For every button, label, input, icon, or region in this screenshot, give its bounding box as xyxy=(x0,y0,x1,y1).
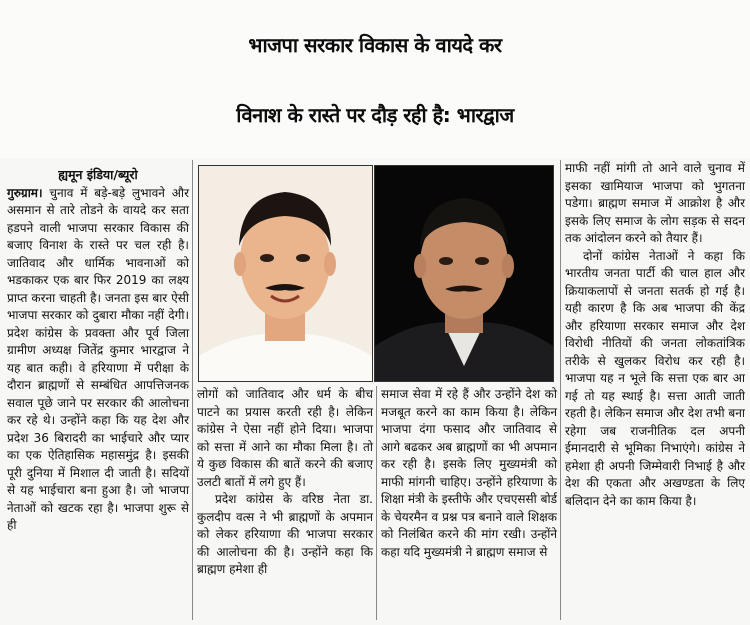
column-rule xyxy=(376,386,377,620)
article-paragraph: लोगों को जातिवाद और धर्म के बीच पाटने का प्रयास करती रही है। लेकिन कांग्रेस ने ऐसा नहीं होने दिया। भाजपा को सत्ता में आने का मौका मिला है। तो ये कुछ विकास की बातें करने की बजाए उलटी बातों में लगे हुए हैं। xyxy=(197,387,373,489)
article-paragraph: माफी नहीं मांगी तो आने वाले चुनाव में इसका खामियाज भाजपा को भुगतना पडेगा। ब्राह्मण समाज में आक्रोश है और इसके लिए समाज के लोग सड़क से सदन तक आंदोलन करने को तैयार हैं। xyxy=(565,161,745,245)
article-column-2 xyxy=(197,386,373,579)
column-rule xyxy=(560,160,561,620)
article-paragraph: समाज सेवा में रहे हैं और उन्होंने देश को मजबूत करने का काम किया है। लेकिन भाजपा दंगा फसाद और जातिवाद से आगे बढकर अब ब्राह्मणों का भी अपमान कर रही है। इसके लिए मुख्यमंत्री को माफी मांगनी चाहिए। उन्होंने हरियाणा के शिक्षा मंत्री के इस्तीफे और एचएससी बोर्ड के चेयरमैन व प्रश्न पत्र बनाने वाले शिक्षक को निलंबित करने की मांग रखी। उन्होंने कहा यदि मुख्यमंत्री ने ब्राह्मण समाज से xyxy=(381,387,557,559)
portrait-photo-right xyxy=(374,165,554,382)
article-text: चुनाव में बड़े-बड़े लुभावने और असमान से तारे तोडने के वायदे कर सता हडपने वाली भाजपा सरकार विकास की बजाए विनाश के रास्ते पर चल रही है। जातिवाद और धार्मिक भावनाओं को भडकाकर एक बार फिर 2019 का लक्ष्य प्राप्त करना चाहती है। जनता इस बार ऐसी भाजपा सरकार को दुबारा मौका नहीं देगी। प्रदेश कांग्रेस के प्रवक्ता और पूर्व जिला ग्रामीण अध्यक्ष जितेंद्र कुमार भारद्वाज ने यह बात कही। वे हरियाणा में परीक्षा के दौरान ब्राह्मणों से सम्बंधित आपत्तिजनक सवाल पूछे जाने पर सरकार की आलोचना कर रहे थे। उन्होंने कहा कि यह देश और प्रदेश 36 बिरादरी का भाईचारे और प्यार का एक ऐतिहासिक महासमुंद्र है। इसकी पूरी दुनिया में मिशाल दी जाती है। सदियों से यह भाईचारा बना हुआ है। जो भाजपा नेताओं को खटक रहा है। भाजपा शुरू से ही xyxy=(7,185,189,532)
headline-line-1: भाजपा सरकार विकास के वायदे कर xyxy=(248,33,502,57)
byline: ह्यमून इंडिया/ब्यूरो xyxy=(58,167,138,182)
article-column-3 xyxy=(381,386,557,561)
article-column-4 xyxy=(565,160,745,510)
portrait-photo-left xyxy=(198,165,373,382)
article-paragraph xyxy=(7,185,189,535)
portrait-illustration xyxy=(199,166,372,381)
article-column-1 xyxy=(7,160,189,535)
column-rule xyxy=(192,160,193,620)
dateline: गुरुग्राम। xyxy=(7,185,43,200)
headline-block xyxy=(0,0,750,158)
portrait-illustration xyxy=(375,166,553,381)
headline-line-2: विनाश के रास्ते पर दौड़ रही है: भारद्वाज xyxy=(236,103,514,127)
article-paragraph: दोनों कांग्रेस नेताओं ने कहा कि भारतीय जनता पार्टी की चाल हाल और क्रियाकलापों से जनता सतर्क हो गई है। यही कारण है कि अब भाजपा की केंद्र और हरियाणा सरकार समाज और देश विरोधी नीतियों की जनता लोकतांत्रिक तरीके से खुलकर विरोध कर रही है। भाजपा यह न भूले कि सत्ता एक बार आ गई तो यह स्थाई है। सत्ता आती जाती रहती है। लेकिन समाज और देश तभी बना रहेगा जब राजनीतिक दल अपनी ईमानदारी से भूमिका निभाएंगे। कांग्रेस ने हमेशा ही अपनी जिम्मेवारी निभाई है और देश की एकता और अखण्डता के लिए बलिदान देने का काम किया है। xyxy=(565,248,745,508)
article-paragraph: प्रदेश कांग्रेस के वरिष्ठ नेता डा. कुलदीप वत्स ने भी ब्राह्मणों के अपमान को लेकर हरियाणा की भाजपा सरकार की आलोचना की है। उन्होंने कहा कि ब्राह्मण हमेशा ही xyxy=(197,492,373,576)
